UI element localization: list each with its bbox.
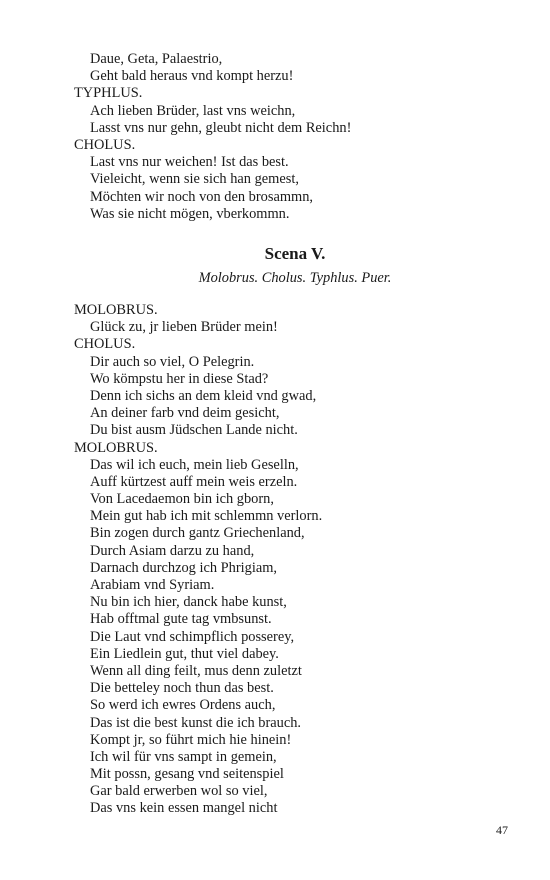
verse-line: Arabiam vnd Syriam. bbox=[90, 577, 215, 593]
verse-line: Denn ich sichs an dem kleid vnd gwad, bbox=[90, 387, 317, 404]
speaker-name: CHOLUS. bbox=[74, 336, 136, 353]
verse-line: Die Laut vnd schimpflich posserey, bbox=[90, 628, 295, 645]
speaker-name: CHOLUS. bbox=[74, 136, 136, 153]
verse-block-bottom bbox=[74, 302, 494, 818]
verse-line: Kompt jr, so führt mich hie hinein! bbox=[90, 731, 292, 748]
verse-line: Ach lieben Brüder, last vns weichn, bbox=[90, 102, 296, 119]
verse-line: Bin zogen durch gantz Griechenland, bbox=[90, 525, 305, 542]
verse-line: Die betteley noch thun das best. bbox=[90, 680, 274, 697]
speaker-name: TYPHLUS. bbox=[74, 85, 143, 102]
verse-line: Darnach durchzog ich Phrigiam, bbox=[90, 559, 278, 576]
verse-block-top bbox=[74, 51, 494, 223]
verse-line: Mein gut hab ich mit schlemmn verlorn. bbox=[90, 508, 323, 525]
verse-line: Geht bald heraus vnd kompt herzu! bbox=[90, 68, 294, 85]
verse-line: Glück zu, jr lieben Brüder mein! bbox=[90, 319, 278, 336]
verse-line: Dir auch so viel, O Pelegrin. bbox=[90, 353, 255, 370]
verse-line: Das wil ich euch, mein lieb Geselln, bbox=[90, 456, 299, 473]
verse-line: Du bist ausm Jüdschen Lande nicht. bbox=[90, 422, 298, 439]
verse-line: An deiner farb vnd deim gesicht, bbox=[90, 405, 280, 422]
page-number: 47 bbox=[496, 823, 508, 837]
verse-line: Vieleicht, wenn sie sich han gemest, bbox=[90, 171, 299, 188]
verse-line: Auff kürtzest auff mein weis erzeln. bbox=[90, 473, 298, 490]
verse-line: Möchten wir noch von den brosammn, bbox=[90, 188, 314, 205]
verse-line: Das ist die best kunst die ich brauch. bbox=[90, 714, 302, 731]
verse-line: Nu bin ich hier, danck habe kunst, bbox=[90, 594, 287, 611]
verse-line: Durch Asiam darzu zu hand, bbox=[90, 542, 255, 559]
scene-title: Scena V. bbox=[264, 244, 326, 263]
verse-line: Wo kömpstu her in diese Stad? bbox=[90, 370, 269, 387]
verse-line: Was sie nicht mögen, vberkommn. bbox=[90, 205, 290, 222]
verse-line: Lasst vns nur gehn, gleubt nicht dem Reichn! bbox=[90, 119, 352, 136]
verse-line: Last vns nur weichen! Ist das best. bbox=[90, 154, 289, 171]
verse-line: Ein Liedlein gut, thut viel dabey. bbox=[90, 645, 279, 662]
verse-line: Wenn all ding feilt, mus denn zuletzt bbox=[90, 662, 302, 679]
verse-line: Gar bald erwerben wol so viel, bbox=[90, 783, 268, 800]
speaker-name: MOLOBRUS. bbox=[74, 302, 158, 318]
verse-line: Das vns kein essen mangel nicht bbox=[90, 800, 278, 817]
verse-line: Von Lacedaemon bin ich gborn, bbox=[90, 491, 274, 508]
speaker-name: MOLOBRUS. bbox=[74, 439, 158, 456]
verse-line: So werd ich ewres Ordens auch, bbox=[90, 697, 276, 714]
verse-line: Ich wil für vns sampt in gemein, bbox=[90, 748, 277, 765]
verse-line: Daue, Geta, Palaestrio, bbox=[90, 51, 223, 67]
scene-persons: Molobrus. Cholus. Typhlus. Puer. bbox=[198, 270, 392, 286]
verse-line: Hab offtmal gute tag vmbsunst. bbox=[90, 611, 272, 628]
verse-line: Mit possn, gesang vnd seitenspiel bbox=[90, 766, 284, 783]
